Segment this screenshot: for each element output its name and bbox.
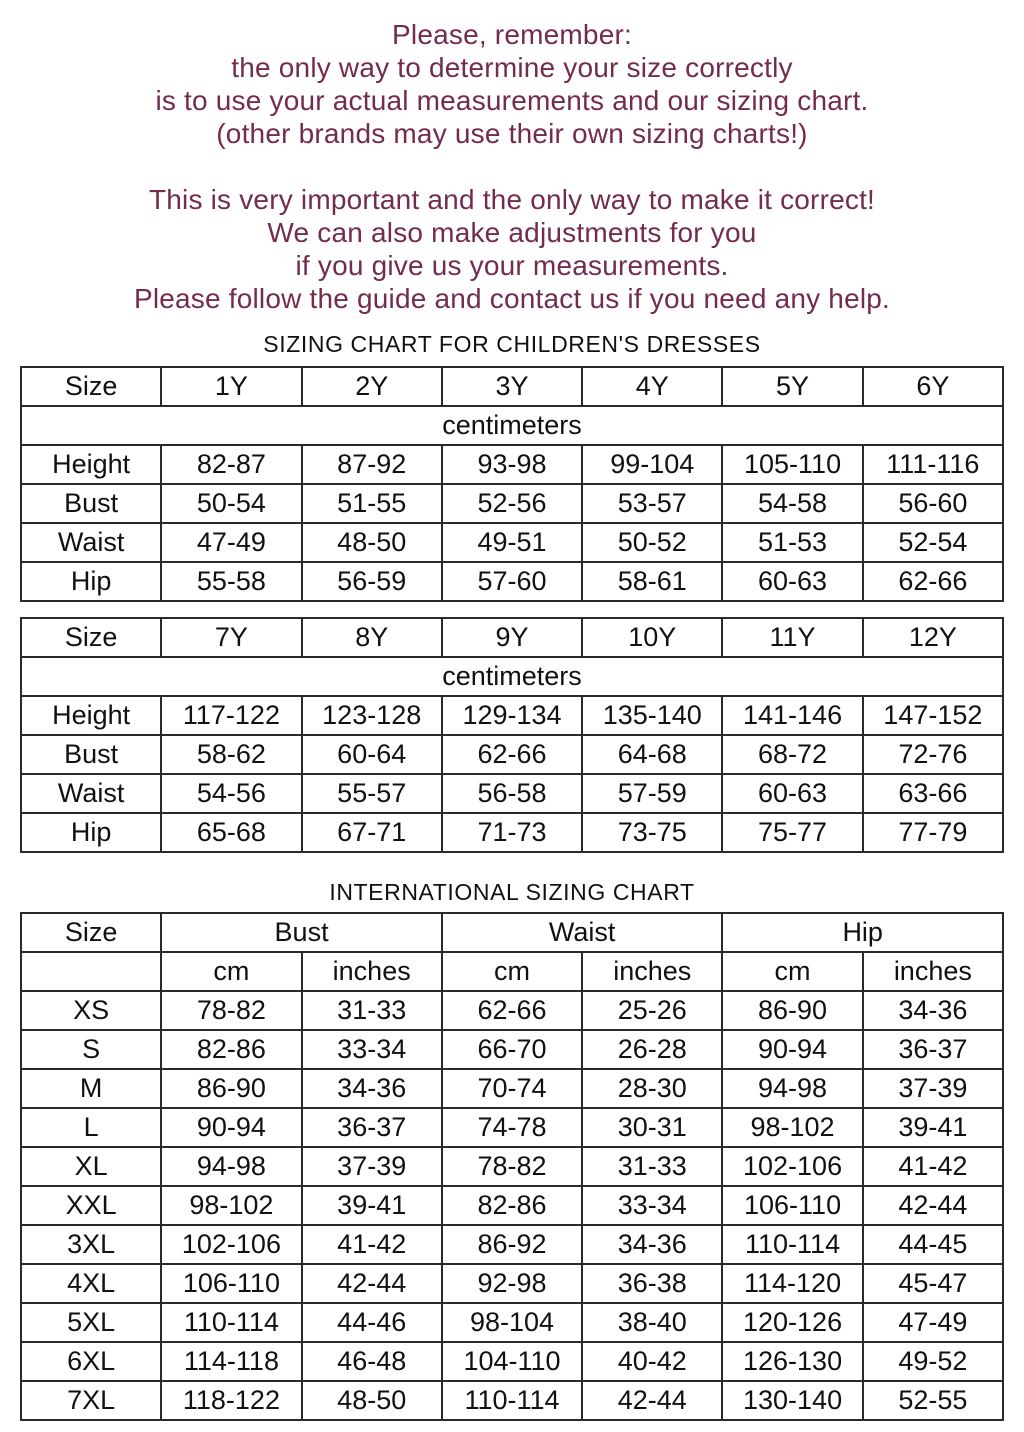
table-cell: 49-51 <box>442 523 582 562</box>
table-cell: Hip <box>722 913 1003 952</box>
table-row <box>21 913 1003 952</box>
table-cell: L <box>21 1108 161 1147</box>
table-cell: 106-110 <box>722 1186 862 1225</box>
intro-line: We can also make adjustments for you <box>267 217 757 248</box>
table-cell: Waist <box>442 913 723 952</box>
table-cell: 60-64 <box>302 735 442 774</box>
children-sizing-table-7-12 <box>20 617 1004 853</box>
table-cell: Bust <box>21 735 161 774</box>
table-cell: 70-74 <box>442 1069 582 1108</box>
table-cell: 4XL <box>21 1264 161 1303</box>
table-cell: inches <box>582 952 722 991</box>
table-cell: 65-68 <box>161 813 301 852</box>
table-row <box>21 1264 1003 1303</box>
table-cell: 110-114 <box>161 1303 301 1342</box>
table-cell: 86-92 <box>442 1225 582 1264</box>
table-cell: 102-106 <box>722 1147 862 1186</box>
table-row <box>21 1069 1003 1108</box>
table-cell: Size <box>21 913 161 952</box>
intro-line: (other brands may use their own sizing charts!) <box>216 118 808 149</box>
international-sizing-table <box>20 912 1004 1421</box>
table-cell: Waist <box>21 523 161 562</box>
table-cell: 104-110 <box>442 1342 582 1381</box>
table-cell: Waist <box>21 774 161 813</box>
table-cell: 41-42 <box>302 1225 442 1264</box>
international-chart-title: INTERNATIONAL SIZING CHART <box>329 879 695 905</box>
table-row <box>21 406 1003 445</box>
table-cell: 47-49 <box>161 523 301 562</box>
table-cell: 3XL <box>21 1225 161 1264</box>
table-cell: 62-66 <box>442 735 582 774</box>
table-cell: 110-114 <box>442 1381 582 1420</box>
table-cell: 39-41 <box>863 1108 1003 1147</box>
intro-line: Please, remember: <box>392 19 632 50</box>
table-cell: 39-41 <box>302 1186 442 1225</box>
table-cell: 10Y <box>582 618 722 657</box>
table-cell: 53-57 <box>582 484 722 523</box>
table-cell: 120-126 <box>722 1303 862 1342</box>
table-cell: 74-78 <box>442 1108 582 1147</box>
table-cell: Hip <box>21 813 161 852</box>
intro-paragraph-spacer <box>0 150 1024 183</box>
table-cell: 117-122 <box>161 696 301 735</box>
table-cell: 56-59 <box>302 562 442 601</box>
table-cell: 3Y <box>442 367 582 406</box>
table-cell: 42-44 <box>582 1381 722 1420</box>
table-cell: 51-55 <box>302 484 442 523</box>
table-row <box>21 367 1003 406</box>
table-cell: 62-66 <box>863 562 1003 601</box>
table-row <box>21 1342 1003 1381</box>
table-cell: cm <box>442 952 582 991</box>
table-row <box>21 696 1003 735</box>
table-cell: 87-92 <box>302 445 442 484</box>
table-cell: 102-106 <box>161 1225 301 1264</box>
table-cell: centimeters <box>21 406 1003 445</box>
table-cell: 55-57 <box>302 774 442 813</box>
table-cell: M <box>21 1069 161 1108</box>
table-cell: 90-94 <box>161 1108 301 1147</box>
table-cell: 56-58 <box>442 774 582 813</box>
table-cell: 73-75 <box>582 813 722 852</box>
table-row <box>21 618 1003 657</box>
table-cell: XS <box>21 991 161 1030</box>
table-cell: 50-52 <box>582 523 722 562</box>
table-cell: 82-86 <box>161 1030 301 1069</box>
table-cell: 45-47 <box>863 1264 1003 1303</box>
table-cell: 86-90 <box>722 991 862 1030</box>
table-cell: 58-62 <box>161 735 301 774</box>
table-cell: 54-56 <box>161 774 301 813</box>
table-row <box>21 484 1003 523</box>
table-row <box>21 523 1003 562</box>
table-cell: 130-140 <box>722 1381 862 1420</box>
table-cell: 72-76 <box>863 735 1003 774</box>
table-cell: 34-36 <box>302 1069 442 1108</box>
table-cell: 63-66 <box>863 774 1003 813</box>
table-cell: 94-98 <box>161 1147 301 1186</box>
table-cell: 94-98 <box>722 1069 862 1108</box>
table-cell <box>21 952 161 991</box>
intro-line: if you give us your measurements. <box>295 250 729 281</box>
table-cell: 31-33 <box>302 991 442 1030</box>
table-cell: 30-31 <box>582 1108 722 1147</box>
table-cell: Size <box>21 618 161 657</box>
table-cell: 62-66 <box>442 991 582 1030</box>
table-cell: 34-36 <box>863 991 1003 1030</box>
table-cell: Height <box>21 445 161 484</box>
table-row <box>21 1030 1003 1069</box>
table-cell: 42-44 <box>863 1186 1003 1225</box>
table-cell: 126-130 <box>722 1342 862 1381</box>
table-cell: 123-128 <box>302 696 442 735</box>
table-cell: 36-38 <box>582 1264 722 1303</box>
table-cell: 147-152 <box>863 696 1003 735</box>
table-cell: 57-59 <box>582 774 722 813</box>
intro-line: Please follow the guide and contact us if you need any help. <box>133 283 891 314</box>
table-cell: 26-28 <box>582 1030 722 1069</box>
table-cell: 78-82 <box>161 991 301 1030</box>
table-cell: S <box>21 1030 161 1069</box>
table-cell: 114-118 <box>161 1342 301 1381</box>
table-cell: Size <box>21 367 161 406</box>
table-cell: 77-79 <box>863 813 1003 852</box>
table-cell: 56-60 <box>863 484 1003 523</box>
table-cell: 48-50 <box>302 1381 442 1420</box>
table-cell: 52-54 <box>863 523 1003 562</box>
table-row <box>21 735 1003 774</box>
table-cell: 86-90 <box>161 1069 301 1108</box>
table-cell: 54-58 <box>722 484 862 523</box>
table-row <box>21 774 1003 813</box>
table-cell: 37-39 <box>302 1147 442 1186</box>
table-cell: 9Y <box>442 618 582 657</box>
table-row <box>21 1186 1003 1225</box>
table-cell: 71-73 <box>442 813 582 852</box>
table-cell: 44-45 <box>863 1225 1003 1264</box>
table-row <box>21 657 1003 696</box>
table-cell: 82-86 <box>442 1186 582 1225</box>
table-cell: 60-63 <box>722 774 862 813</box>
intro-line: is to use your actual measurements and our sizing chart. <box>155 85 869 116</box>
table-cell: Height <box>21 696 161 735</box>
table-cell: 78-82 <box>442 1147 582 1186</box>
table-cell: 31-33 <box>582 1147 722 1186</box>
table-cell: 33-34 <box>302 1030 442 1069</box>
table-cell: 11Y <box>722 618 862 657</box>
table-cell: 51-53 <box>722 523 862 562</box>
table-cell: 5Y <box>722 367 862 406</box>
table-cell: 129-134 <box>442 696 582 735</box>
table-row <box>21 1147 1003 1186</box>
table-cell: 49-52 <box>863 1342 1003 1381</box>
table-cell: 93-98 <box>442 445 582 484</box>
intro-text <box>0 18 1024 315</box>
table-cell: centimeters <box>21 657 1003 696</box>
table-cell: cm <box>722 952 862 991</box>
table-cell: 12Y <box>863 618 1003 657</box>
table-cell: 36-37 <box>863 1030 1003 1069</box>
table-cell: 47-49 <box>863 1303 1003 1342</box>
table-cell: 8Y <box>302 618 442 657</box>
table-cell: 118-122 <box>161 1381 301 1420</box>
table-cell: 7Y <box>161 618 301 657</box>
table-cell: 7XL <box>21 1381 161 1420</box>
table-cell: 40-42 <box>582 1342 722 1381</box>
table-row <box>21 952 1003 991</box>
table-cell: 57-60 <box>442 562 582 601</box>
table-cell: Bust <box>21 484 161 523</box>
table-cell: 41-42 <box>863 1147 1003 1186</box>
table-row <box>21 1108 1003 1147</box>
table-cell: 90-94 <box>722 1030 862 1069</box>
table-cell: inches <box>302 952 442 991</box>
intro-line: This is very important and the only way to make it correct! <box>148 184 876 215</box>
table-cell: 6Y <box>863 367 1003 406</box>
table-row <box>21 562 1003 601</box>
table-cell: XL <box>21 1147 161 1186</box>
table-row <box>21 813 1003 852</box>
table-cell: 64-68 <box>582 735 722 774</box>
table-cell: 28-30 <box>582 1069 722 1108</box>
table-cell: 82-87 <box>161 445 301 484</box>
table-row <box>21 1381 1003 1420</box>
table-cell: 52-55 <box>863 1381 1003 1420</box>
table-cell: 68-72 <box>722 735 862 774</box>
table-cell: 33-34 <box>582 1186 722 1225</box>
children-sizing-table-1-6 <box>20 366 1004 602</box>
table-cell: XXL <box>21 1186 161 1225</box>
table-cell: 111-116 <box>863 445 1003 484</box>
table-cell: 46-48 <box>302 1342 442 1381</box>
intro-line: the only way to determine your size correctly <box>231 52 793 83</box>
table-cell: 4Y <box>582 367 722 406</box>
table-cell: 38-40 <box>582 1303 722 1342</box>
table-row <box>21 991 1003 1030</box>
table-cell: 66-70 <box>442 1030 582 1069</box>
table-cell: 37-39 <box>863 1069 1003 1108</box>
table-cell: 55-58 <box>161 562 301 601</box>
table-cell: Bust <box>161 913 442 952</box>
table-cell: cm <box>161 952 301 991</box>
table-cell: 36-37 <box>302 1108 442 1147</box>
table-cell: 135-140 <box>582 696 722 735</box>
table-cell: 50-54 <box>161 484 301 523</box>
table-cell: 105-110 <box>722 445 862 484</box>
table-row <box>21 1303 1003 1342</box>
table-cell: 42-44 <box>302 1264 442 1303</box>
table-cell: 6XL <box>21 1342 161 1381</box>
table-cell: 5XL <box>21 1303 161 1342</box>
table-cell: inches <box>863 952 1003 991</box>
table-cell: 99-104 <box>582 445 722 484</box>
table-cell: 92-98 <box>442 1264 582 1303</box>
table-cell: Hip <box>21 562 161 601</box>
table-cell: 48-50 <box>302 523 442 562</box>
table-cell: 25-26 <box>582 991 722 1030</box>
table-row <box>21 445 1003 484</box>
table-cell: 141-146 <box>722 696 862 735</box>
table-cell: 98-104 <box>442 1303 582 1342</box>
table-cell: 1Y <box>161 367 301 406</box>
children-chart-title: SIZING CHART FOR CHILDREN'S DRESSES <box>263 331 761 357</box>
table-cell: 106-110 <box>161 1264 301 1303</box>
table-row <box>21 1225 1003 1264</box>
table-cell: 75-77 <box>722 813 862 852</box>
table-cell: 52-56 <box>442 484 582 523</box>
table-cell: 110-114 <box>722 1225 862 1264</box>
table-cell: 58-61 <box>582 562 722 601</box>
table-cell: 44-46 <box>302 1303 442 1342</box>
table-cell: 60-63 <box>722 562 862 601</box>
table-cell: 114-120 <box>722 1264 862 1303</box>
table-cell: 98-102 <box>161 1186 301 1225</box>
table-cell: 67-71 <box>302 813 442 852</box>
table-cell: 34-36 <box>582 1225 722 1264</box>
table-cell: 2Y <box>302 367 442 406</box>
table-cell: 98-102 <box>722 1108 862 1147</box>
